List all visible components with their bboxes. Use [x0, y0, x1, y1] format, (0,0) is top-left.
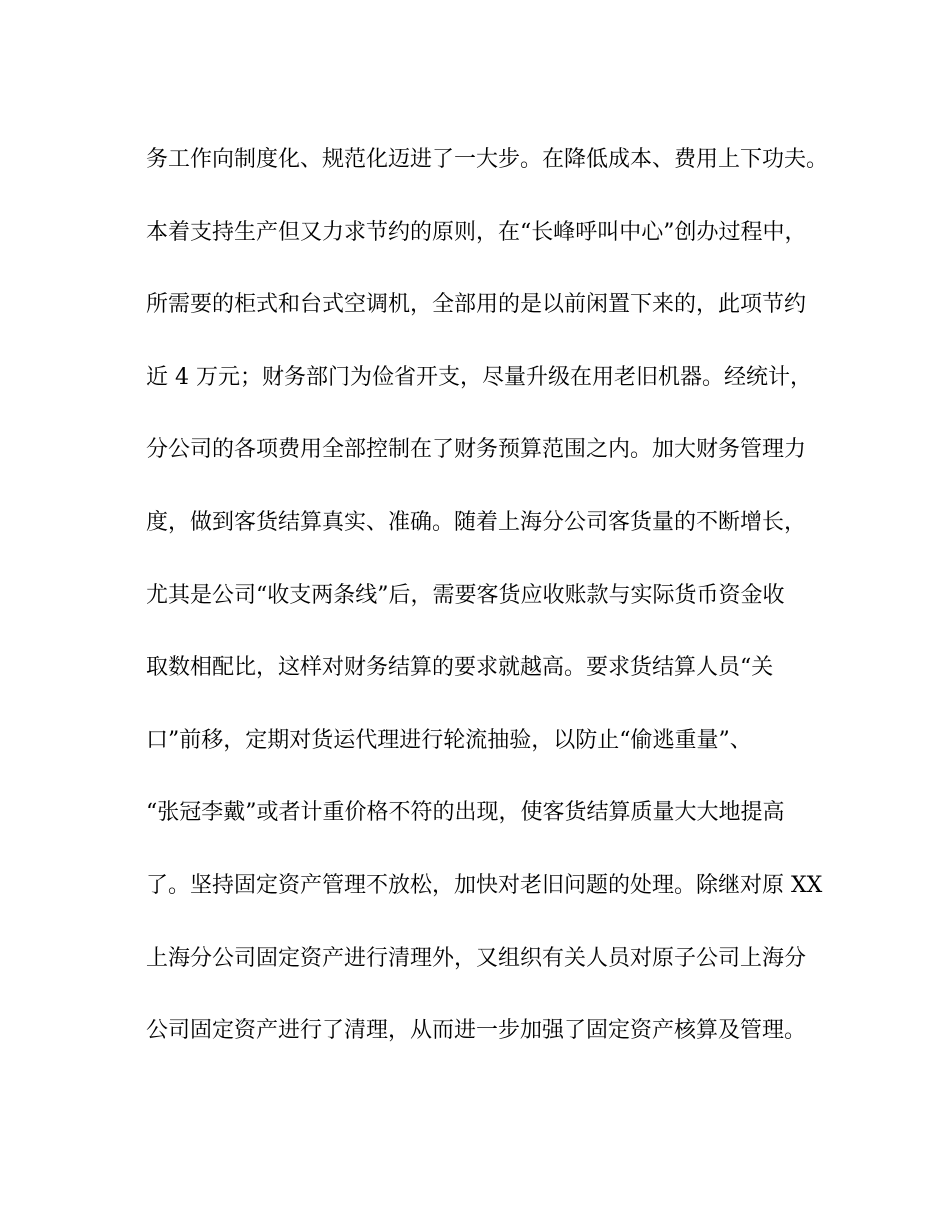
text-line: 口”前移，定期对货运代理进行轮流抽验，以防止“偷逃重量”、	[146, 727, 752, 753]
text-line: 务工作向制度化、规范化迈进了一大步。在降低成本、费用上下功夫。	[146, 147, 829, 172]
text-line: 尤其是公司“收支两条线”后，需要客货应收账款与实际货币资金收	[146, 582, 785, 608]
body-text	[146, 140, 829, 1084]
text-line: 所需要的柜式和台式空调机，全部用的是以前闲置下来的，此项节约	[146, 292, 807, 318]
text-line: 了。坚持固定资产管理不放松，加快对老旧问题的处理。除继对原 XX	[146, 872, 823, 898]
text-line: “张冠李戴”或者计重价格不符的出现，使客货结算质量大大地提高	[146, 800, 785, 826]
text-line: 分公司的各项费用全部控制在了财务预算范围之内。加大财务管理力	[146, 437, 807, 463]
text-line: 近 4 万元；财务部门为俭省开支，尽量升级在用老旧机器。经统计，	[146, 364, 812, 390]
text-line: 上海分公司固定资产进行清理外，又组织有关人员对原子公司上海分	[146, 945, 807, 971]
text-line: 公司固定资产进行了清理，从而进一步加强了固定资产核算及管理。	[146, 1018, 807, 1044]
text-line: 取数相配比，这样对财务结算的要求就越高。要求货结算人员“关	[146, 655, 774, 681]
text-line: 度，做到客货结算真实、准确。随着上海分公司客货量的不断增长，	[146, 509, 807, 535]
text-line: 本着支持生产但又力求节约的原则，在“长峰呼叫中心”创办过程中，	[146, 219, 807, 245]
